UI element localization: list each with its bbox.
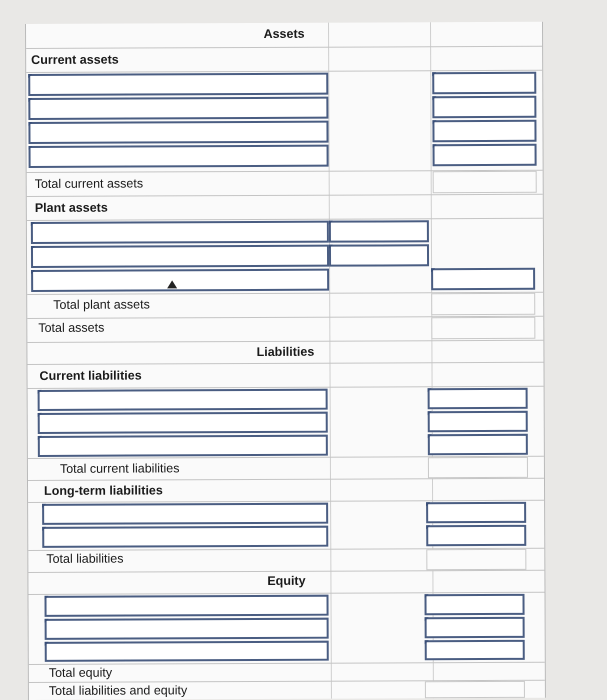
- total-assets-field[interactable]: [431, 317, 535, 339]
- current-liability-amount-input-3[interactable]: [428, 434, 528, 455]
- long-term-liability-name-input-1[interactable]: [42, 503, 328, 525]
- long-term-liabilities-label: Long-term liabilities: [44, 483, 163, 498]
- plant-asset-name-input-3[interactable]: [31, 269, 329, 292]
- total-current-liabilities-label: Total current liabilities: [59, 461, 180, 476]
- current-asset-name-input-3[interactable]: [28, 121, 328, 144]
- total-current-assets-label: Total current assets: [34, 176, 144, 191]
- current-liability-name-input-3[interactable]: [38, 435, 328, 457]
- total-equity-label: Total equity: [48, 665, 113, 680]
- plant-asset-total-input[interactable]: [431, 268, 535, 290]
- liabilities-heading: Liabilities: [256, 344, 315, 359]
- equity-name-input-1[interactable]: [44, 595, 328, 617]
- plant-assets-label: Plant assets: [34, 200, 108, 215]
- current-asset-amount-input-3[interactable]: [432, 120, 536, 142]
- balance-sheet-form: [25, 22, 546, 700]
- long-term-liability-amount-input-1[interactable]: [426, 502, 526, 523]
- current-liability-name-input-1[interactable]: [38, 389, 328, 411]
- current-asset-amount-input-2[interactable]: [432, 96, 536, 118]
- current-liability-name-input-2[interactable]: [38, 412, 328, 434]
- equity-amount-input-3[interactable]: [425, 640, 525, 660]
- mouse-cursor-icon: [167, 280, 177, 288]
- equity-amount-input-2[interactable]: [425, 617, 525, 638]
- plant-asset-name-input-2[interactable]: [31, 245, 329, 268]
- long-term-liability-name-input-2[interactable]: [42, 526, 328, 548]
- current-liability-amount-input-2[interactable]: [428, 411, 528, 432]
- current-asset-amount-input-1[interactable]: [432, 72, 536, 94]
- plant-asset-amount-input-2[interactable]: [329, 244, 429, 266]
- total-liabilities-and-equity-label: Total liabilities and equity: [48, 683, 188, 698]
- total-assets-label: Total assets: [38, 320, 105, 335]
- total-plant-assets-label: Total plant assets: [53, 297, 150, 312]
- total-plant-assets-field[interactable]: [431, 293, 535, 315]
- current-asset-name-input-2[interactable]: [28, 97, 328, 120]
- total-current-assets-field[interactable]: [433, 171, 537, 193]
- total-current-liabilities-field[interactable]: [428, 457, 528, 478]
- total-liabilities-field[interactable]: [426, 549, 526, 570]
- current-assets-label: Current assets: [31, 52, 119, 67]
- total-liabilities-label: Total liabilities: [46, 551, 124, 566]
- current-asset-name-input-1[interactable]: [28, 73, 328, 96]
- current-asset-amount-input-4[interactable]: [433, 144, 537, 166]
- current-liability-amount-input-1[interactable]: [428, 388, 528, 409]
- total-liabilities-and-equity-field[interactable]: [425, 681, 525, 698]
- equity-amount-input-1[interactable]: [424, 594, 524, 615]
- plant-asset-name-input-1[interactable]: [31, 221, 329, 244]
- plant-asset-amount-input-1[interactable]: [329, 220, 429, 242]
- current-liabilities-label: Current liabilities: [39, 368, 142, 383]
- equity-name-input-3[interactable]: [45, 641, 329, 662]
- equity-name-input-2[interactable]: [45, 618, 329, 640]
- column-divider: [328, 23, 332, 699]
- long-term-liability-amount-input-2[interactable]: [426, 525, 526, 546]
- equity-heading: Equity: [267, 573, 306, 588]
- assets-heading: Assets: [263, 26, 305, 41]
- current-asset-name-input-4[interactable]: [29, 145, 329, 168]
